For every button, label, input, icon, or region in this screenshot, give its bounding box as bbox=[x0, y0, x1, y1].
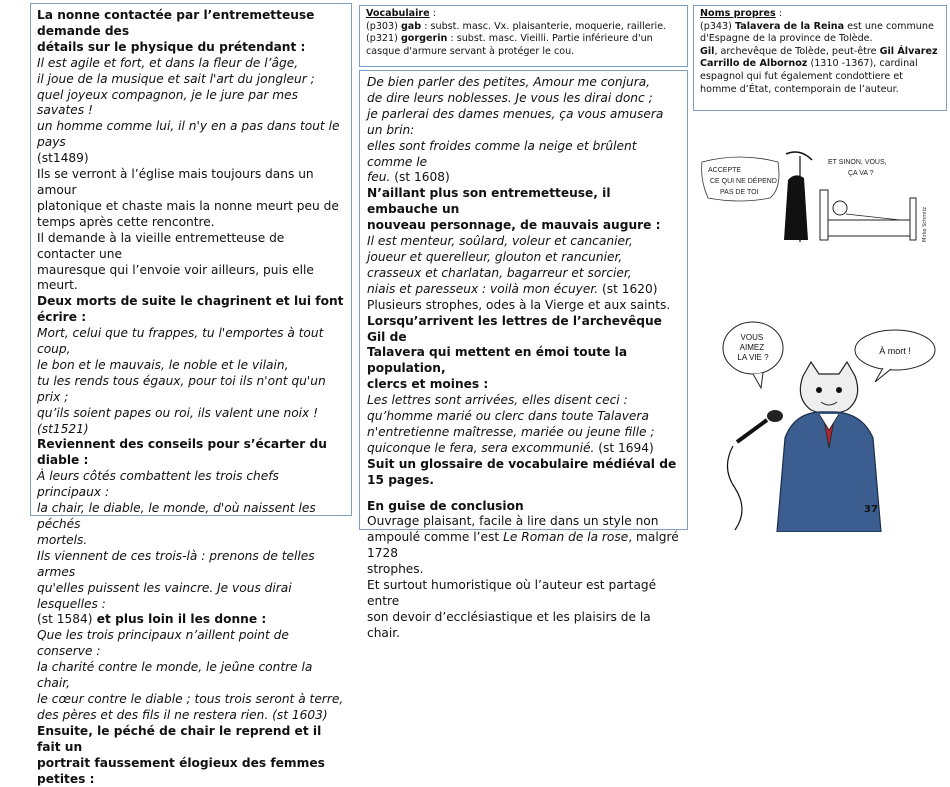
text-line: des pères et des fils il ne restera rien. (st 1603) bbox=[37, 707, 328, 722]
text-line: Et surtout humoristique où l’auteur est partagé entre bbox=[367, 578, 657, 608]
text-line: À leurs côtés combattent les trois chefs principaux : bbox=[37, 469, 279, 500]
text-line bbox=[367, 441, 680, 457]
text-line bbox=[37, 612, 345, 628]
vocab-title: Vocabulaire bbox=[366, 8, 430, 19]
text-segment: niais et paresseux : voilà mon écuyer. bbox=[367, 281, 603, 296]
text-line: son devoir d’ecclésiastique et les plaisirs de la chair. bbox=[367, 609, 651, 640]
text-line: Ils viennent de ces trois-là : prenons de telles armes bbox=[37, 548, 315, 579]
left-text-panel bbox=[30, 3, 352, 786]
noms-colon: : bbox=[775, 8, 782, 19]
noms-word: Talavera de la Reina bbox=[734, 20, 845, 32]
text-line: En guise de conclusion bbox=[367, 498, 524, 513]
text-line: elles sont froides comme la neige et brûlent comme le bbox=[367, 138, 637, 169]
text-segment: (st 1608) bbox=[390, 170, 450, 185]
text-line: Talavera qui mettent en émoi toute la population, bbox=[367, 345, 628, 376]
text-line bbox=[367, 489, 680, 499]
noms-title: Noms propres bbox=[700, 8, 776, 19]
text-segment: (st 1620) bbox=[602, 281, 658, 296]
text-line: Il demande à la vieille entremetteuse de contacter une bbox=[37, 230, 285, 261]
text-line: la charité contre le monde, le jeûne contre la chair, bbox=[37, 660, 313, 691]
bubble-accepte-text: ACCEPTE CE QUI NE DÉPEND PAS DE TOI bbox=[708, 167, 777, 196]
text-line bbox=[367, 170, 680, 186]
death-cartoon bbox=[700, 150, 940, 250]
text-segment: , malgré 1728 bbox=[367, 530, 679, 561]
noms-def: est une commune d'Espagne de la province de Tolède. bbox=[700, 20, 934, 45]
vocab-ref: (p321) bbox=[366, 33, 401, 45]
vocab-def: : subst. masc. Vx. plaisanterie, moquerie, raillerie. bbox=[421, 20, 667, 32]
text-line: qu’homme marié ou clerc dans toute Talavera bbox=[367, 409, 649, 424]
text-line: il joue de la musique et sait l'art du jongleur ; bbox=[37, 71, 315, 86]
text-line: n'entretienne maîtresse, mariée ou jeune fille ; bbox=[367, 424, 655, 439]
text-line: Les lettres sont arrivées, elles disent ceci : bbox=[367, 393, 628, 408]
text-line bbox=[367, 530, 680, 562]
text-line: mortels. bbox=[37, 532, 88, 547]
proper-names-panel bbox=[693, 5, 947, 111]
text-line: mauresque qui l’envoie voir ailleurs, puis elle meurt. bbox=[37, 262, 314, 293]
text-line: Ils se verront à l’église mais toujours dans un amour bbox=[37, 167, 314, 197]
patient-in-bed bbox=[820, 190, 916, 240]
text-line: Suit un glossaire de vocabulaire médiéval de 15 pages. bbox=[367, 456, 677, 487]
text-line: le cœur contre le diable ; tous trois seront à terre, bbox=[37, 691, 344, 706]
text-segment: Le Roman de la rose bbox=[503, 530, 629, 545]
cat-cartoon bbox=[715, 318, 945, 532]
text-line: Plusieurs strophes, odes à la Vierge et aux saints. bbox=[367, 297, 671, 312]
question-bubble bbox=[715, 318, 783, 388]
vocab-entry-gorgerin bbox=[366, 33, 681, 58]
middle-text-panel bbox=[359, 70, 688, 640]
text-segment: (st 1694) bbox=[598, 440, 654, 455]
text-line: (st1489) bbox=[37, 151, 89, 166]
text-line: je parlerai des dames menues, ça vous amusera un brin: bbox=[367, 106, 664, 137]
text-segment: (st 1584) bbox=[37, 612, 93, 627]
text-line: clercs et moines : bbox=[367, 377, 489, 392]
noms-text: , archevêque de Tolède, peut-être bbox=[714, 45, 880, 57]
noms-entry-gil bbox=[700, 46, 940, 96]
vocab-word: gab bbox=[400, 20, 422, 32]
text-line: platonique et chaste mais la nonne meurt peu de bbox=[37, 198, 339, 213]
text-line: Il est agile et fort, et dans la fleur de l’âge, bbox=[37, 55, 299, 70]
text-segment: ampoulé comme l’est bbox=[367, 530, 504, 545]
vocab-def: : subst. masc. Vieilli. Partie inférieure d'un casque d'armure servant à protéger le cou. bbox=[366, 33, 653, 57]
answer-bubble bbox=[855, 330, 935, 382]
text-line: strophes. bbox=[367, 562, 424, 577]
vocab-colon: : bbox=[429, 8, 436, 19]
text-segment: et plus loin il les donne : bbox=[92, 612, 267, 627]
text-line bbox=[367, 282, 680, 298]
text-line: Que les trois principaux n’aillent point de conserve : bbox=[37, 628, 289, 659]
noms-ref: (p343) bbox=[700, 20, 735, 32]
text-line: la chair, le diable, le monde, d'où naissent les péchés bbox=[37, 501, 316, 531]
page-number: 37 bbox=[864, 504, 878, 515]
vocab-word: gorgerin bbox=[400, 33, 448, 45]
text-line: détails sur le physique du prétendant : bbox=[37, 39, 306, 54]
text-line: nouveau personnage, de mauvais augure : bbox=[367, 218, 661, 233]
text-line: temps après cette rencontre. bbox=[37, 214, 215, 229]
text-line: de dire leurs noblesses. Je vous les dirai donc ; bbox=[367, 90, 653, 105]
text-line: tu les rends tous égaux, pour toi ils n'ont qu'un prix ; bbox=[37, 373, 326, 404]
noms-word: Gil bbox=[700, 45, 715, 57]
bubble-sinon-text: ET SINON, VOUS, ÇA VA ? bbox=[828, 159, 887, 177]
text-line: Il est menteur, soûlard, voleur et cancanier, bbox=[367, 234, 633, 249]
text-segment: feu. bbox=[367, 170, 391, 185]
question-text: VOUS AIMEZ LA VIE ? bbox=[737, 333, 769, 362]
text-line: Deux morts de suite le chagrinent et lui font écrire : bbox=[37, 294, 344, 325]
text-line: La nonne contactée par l’entremetteuse demande des bbox=[37, 8, 315, 38]
vocab-ref: (p303) bbox=[366, 20, 401, 32]
grim-reaper-figure bbox=[784, 152, 812, 242]
text-line: joueur et querelleur, glouton et rancunier, bbox=[367, 249, 623, 264]
noms-def: (1310 -1367), cardinal espagnol qui fut également condottiere et homme d’État, contemporain de l’auteur. bbox=[700, 58, 918, 95]
text-line: un homme comme lui, il n'y en a pas dans tout le pays bbox=[37, 119, 340, 150]
text-line: crasseux et charlatan, bagarreur et sorcier, bbox=[367, 265, 632, 280]
text-line: quel joyeux compagnon, je le jure par mes savates ! bbox=[37, 87, 299, 118]
microphone bbox=[727, 410, 783, 530]
vocabulary-panel bbox=[359, 5, 688, 67]
noms-entry-talavera bbox=[700, 21, 940, 46]
text-line: Reviennent des conseils pour s’écarter du diable : bbox=[37, 437, 327, 468]
answer-text: À mort ! bbox=[879, 346, 911, 356]
vocab-entry-gab bbox=[366, 21, 681, 34]
text-line: Ouvrage plaisant, facile à lire dans un style non bbox=[367, 514, 659, 529]
noms-word: Gil Álvarez Carrillo de Albornoz bbox=[700, 45, 938, 70]
text-line: De bien parler des petites, Amour me conjura, bbox=[367, 75, 651, 89]
text-line: portrait faussement élogieux des femmes petites : bbox=[37, 755, 325, 786]
left-speech-bubble bbox=[700, 150, 779, 201]
text-line: qu'elles puissent les vaincre. Je vous dirai lesquelles : bbox=[37, 580, 292, 611]
text-line: Mort, celui que tu frappes, tu l'emportes à tout coup, bbox=[37, 326, 324, 357]
cartoon-signature: Mirko Schmitz bbox=[922, 206, 928, 242]
text-line: qu’ils soient papes ou roi, ils valent une noix ! (st1521) bbox=[37, 405, 319, 436]
text-line: le bon et le mauvais, le noble et le vilain, bbox=[37, 357, 289, 372]
text-line: N’aillant plus son entremetteuse, il embauche un bbox=[367, 186, 611, 217]
text-line: Ensuite, le péché de chair le reprend et il fait un bbox=[37, 723, 322, 754]
text-segment: quiconque le fera, sera excommunié. bbox=[367, 440, 599, 455]
text-line: Lorsqu’arrivent les lettres de l’archevêque Gil de bbox=[367, 313, 662, 344]
